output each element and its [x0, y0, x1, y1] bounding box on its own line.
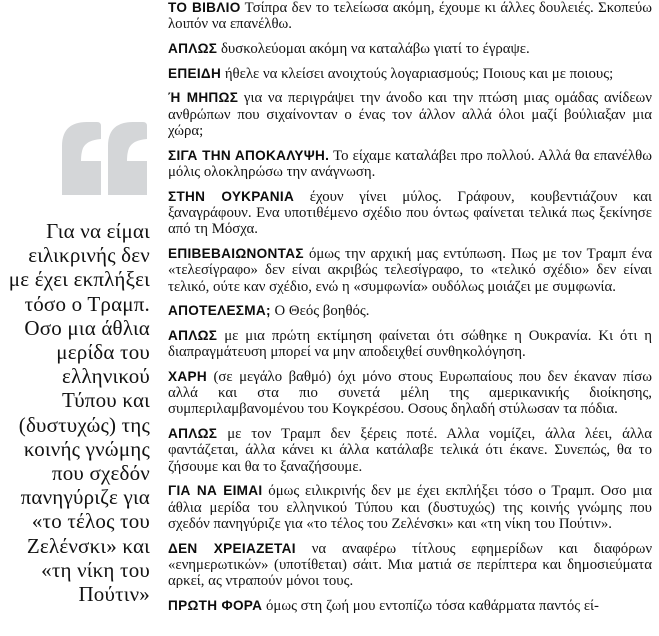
quote-mark-right-glyph [108, 122, 147, 195]
paragraph-lead-in: ΤΟ ΒΙΒΛΙΟ [168, 0, 241, 15]
pullquote-column [0, 0, 160, 636]
article-paragraph [168, 189, 652, 238]
article-body-column [168, 0, 652, 623]
article-paragraph [168, 90, 652, 139]
paragraph-lead-in: Ή ΜΗΠΩΣ [168, 90, 239, 106]
paragraph-lead-in: ΑΠΛΩΣ [168, 40, 218, 56]
paragraph-lead-in: ΕΠΙΒΕΒΑΙΩΝΟΝΤΑΣ [168, 245, 304, 261]
article-paragraph [168, 66, 652, 82]
paragraph-lead-in: ΑΠΛΩΣ [168, 426, 218, 442]
paragraph-text: Το είχαμε καταλάβει προ πολλού. Αλλά θα επανέλθω μόλις ολοκληρώσω την ανάγνωση. [168, 147, 652, 180]
article-paragraph [168, 369, 652, 418]
paragraph-text: Τσίπρα δεν το τελείωσα ακόμη, έχουμε κι άλλες δουλειές. Σκοπεύω λοιπόν να επανέλθω. [168, 0, 652, 33]
paragraph-lead-in: ΣΤΗΝ ΟΥΚΡΑΝΙΑ [168, 188, 295, 204]
article-paragraph [168, 246, 652, 295]
article-paragraph [168, 541, 652, 590]
paragraph-lead-in: ΑΠΛΩΣ [168, 327, 218, 343]
paragraph-text: δυσκολεύομαι ακόμη να καταλάβω γιατί το έγραψε. [217, 40, 530, 57]
paragraph-text: Ο Θεός βοηθός. [270, 303, 370, 320]
paragraph-text: να αναφέρω τίτλους εφημερίδων και διαφόρων «ενημερωτικών» (υποτίθεται) σάιτ. Μια ματιά σε περίπτερα και δημοσιεύματα αρκεί, ας ντραπούν μόνοι τους. [168, 540, 653, 590]
paragraph-text: όμως στη ζωή μου εντοπίζω τόσα καθάρματα παντός εί- [262, 597, 599, 614]
open-double-quote-icon [62, 122, 147, 195]
article-paragraph [168, 0, 652, 33]
paragraph-lead-in: ΓΙΑ ΝΑ ΕΙΜΑΙ [168, 483, 263, 499]
paragraph-lead-in: ΕΠΕΙΔΗ [168, 65, 222, 81]
article-paragraph [168, 41, 652, 57]
article-paragraph [168, 598, 652, 614]
paragraph-lead-in: ΠΡΩΤΗ ΦΟΡΑ [168, 597, 263, 613]
paragraph-lead-in: ΔΕΝ ΧΡΕΙΑΖΕΤΑΙ [168, 540, 296, 556]
article-paragraph [168, 483, 652, 532]
paragraph-text: (σε μεγάλο βαθμό) όχι μόνο στους Ευρωπαίους που δεν έκαναν πίσω αλλά και στα πιο συνετά μέλη της αμερικανικής διοίκησης, συμπεριλαμβανομένου του Κογκρέσου. Οσους δηλαδή στύλωσαν τα πόδια. [168, 368, 652, 418]
paragraph-text: με μια πρώτη εκτίμηση φαίνεται ότι σώθηκε η Ουκρανία. Κι ότι η διαπραγμάτευση μπορεί να μην αποδειχθεί συνθηκολόγηση. [168, 327, 652, 361]
article-paragraph [168, 328, 652, 361]
paragraph-text: με τον Τραμπ δεν ξέρεις ποτέ. Αλλα νομίζει, άλλα λέει, άλλα φαντάζεται, άλλα κάνει κι άλλα κατάλαβε τελικά ότι έκανε. Συνεπώς, θα το ζήσουμε και θα το ξαναζήσουμε. [168, 426, 652, 475]
paragraph-lead-in: ΧΑΡΗ [168, 368, 207, 384]
article-paragraph [168, 426, 652, 475]
quote-mark-left-glyph [62, 122, 101, 195]
article-paragraph-list [168, 0, 652, 614]
paragraph-lead-in: ΑΠΟΤΕΛΕΣΜΑ; [168, 303, 271, 319]
paragraph-text: όμως την αρχική μας εντύπωση. Πως με τον Τραμπ ένα «τελεσίγραφο» δεν είναι ακριβώς τελεσίγραφο, το «τελικό σχέδιο» δεν είναι τελικό, ούτε καν σχέδιο, ενώ η «συμφωνία» ουδόλως μοιάζει με συμφωνία. [168, 245, 652, 295]
paragraph-text: για να περιγράψει την άνοδο και την πτώση μιας ομάδας ανίδεων ανθρώπων που σιχαίνονταν ο ένας τον άλλον αλλά όλοι μαζί βούλιαξαν μια χώρα; [168, 90, 652, 139]
pull-quote-text: Για να είμαι ειλικρινής δεν με έχει εκπλήξει τόσο ο Τραμπ. Οσο μια άθλια μερίδα του ελληνικού Τύπου και (δυστυχώς) της κοινής γνώμης που σχεδόν πανηγύριζε για «το τέλος του Ζελένσκι» και «τη νίκη του Πούτιν» [8, 219, 150, 607]
article-paragraph [168, 148, 652, 181]
article-paragraph [168, 303, 652, 319]
paragraph-lead-in: ΣΙΓΑ ΤΗΝ ΑΠΟΚΑΛΥΨΗ. [168, 147, 330, 163]
paragraph-text: έχουν γίνει μύλος. Γράφουν, κουβεντιάζουν και ξαναγράφουν. Ενα υποτιθέμενο σχέδιο που όντως φαίνεται τελικά πως ξεκίνησε από τη Μόσχα. [168, 188, 652, 238]
paragraph-text: όμως ειλικρινής δεν με έχει εκπλήξει τόσο ο Τραμπ. Οσο μια άθλια μερίδα του ελληνικού Τύπου και (δυστυχώς) της κοινής γνώμης που σχεδόν πανηγύριζε για «το τέλος του Ζελένσκι» και «τη νίκη του Πούτιν». [168, 483, 652, 533]
paragraph-text: ήθελε να κλείσει ανοιχτούς λογαριασμούς; Ποιους και με ποιους; [221, 65, 614, 82]
